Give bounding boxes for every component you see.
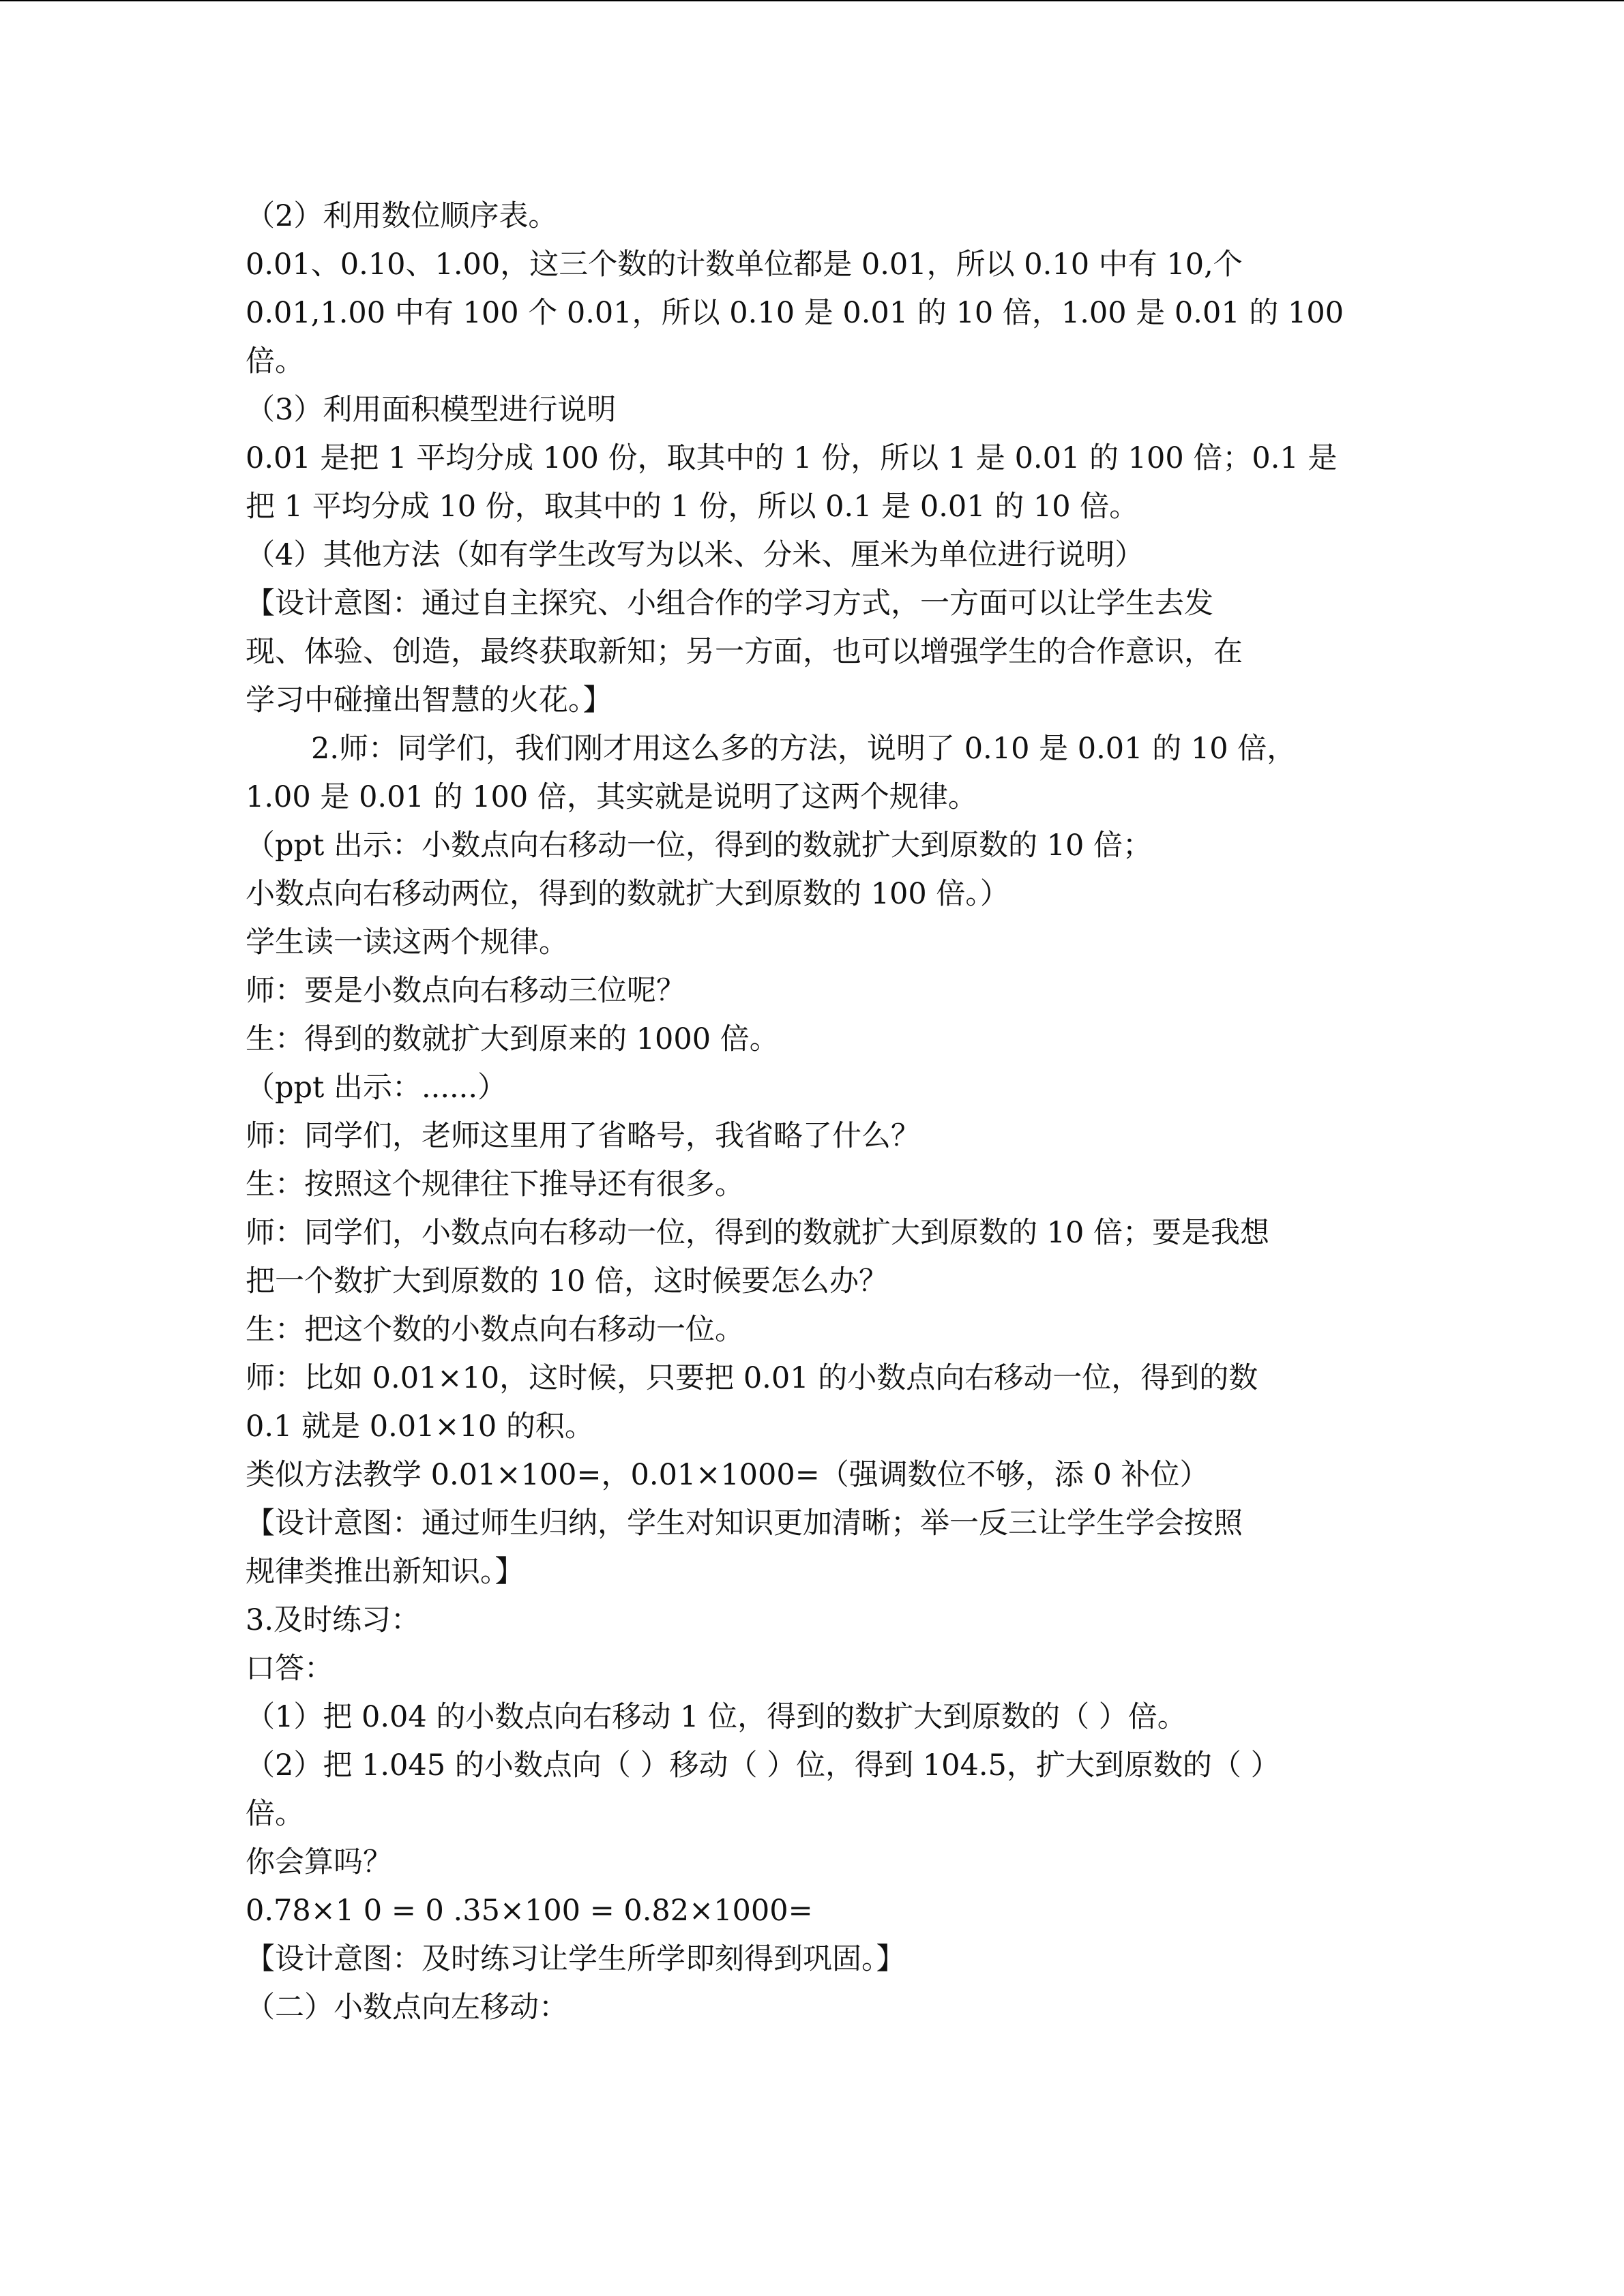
text-line: 师：同学们，小数点向右移动一位，得到的数就扩大到原数的 10 倍；要是我想 [246,1216,1270,1250]
text-line: 1.00 是 0.01 的 100 倍，其实就是说明了这两个规律。 [246,780,977,814]
text-line: 口答： [246,1652,334,1686]
design-intent-note: 学习中碰撞出智慧的火花。】 [246,683,612,717]
text-line: （ppt 出示：小数点向右移动一位，得到的数就扩大到原数的 10 倍； [246,829,1153,863]
text-line: （4）其他方法（如有学生改写为以米、分米、厘米为单位进行说明） [246,538,1145,572]
design-intent-note: 【设计意图：及时练习让学生所学即刻得到巩固。】 [246,1942,906,1976]
text-line: （3）利用面积模型进行说明 [246,393,617,427]
text-line: 类似方法教学 0.01×100=，0.01×1000=（强调数位不够，添 0 补位） [246,1458,1209,1492]
text-line: 师：比如 0.01×10，这时候，只要把 0.01 的小数点向右移动一位，得到的数 [246,1361,1258,1395]
text-line: 生：得到的数就扩大到原来的 1000 倍。 [246,1022,779,1056]
text-line: 小数点向右移动两位，得到的数就扩大到原数的 100 倍。） [246,877,1009,911]
document-body [246,192,1378,2032]
design-intent-note: 规律类推出新知识。】 [246,1555,525,1589]
text-line: 师：要是小数点向右移动三位呢？ [246,974,685,1008]
text-line: 0.01、0.10、1.00，这三个数的计数单位都是 0.01，所以 0.10 中有 10,个 [246,248,1243,282]
text-line: 生：按照这个规律往下推导还有很多。 [246,1167,744,1202]
text-line: 0.1 就是 0.01×10 的积。 [246,1410,594,1444]
text-line: 把一个数扩大到原数的 10 倍，这时候要怎么办？ [246,1264,889,1298]
text-line: 师：同学们，老师这里用了省略号，我省略了什么？ [246,1119,920,1153]
text-line: （2）利用数位顺序表。 [246,199,558,233]
design-intent-note: 现、体验、创造，最终获取新知；另一方面，也可以增强学生的合作意识，在 [246,635,1243,669]
design-intent-note: 【设计意图：通过自主探究、小组合作的学习方式，一方面可以让学生去发 [246,586,1213,621]
exercise-item: （1）把 0.04 的小数点向右移动 1 位，得到的数扩大到原数的（ ）倍。 [246,1700,1187,1734]
text-line: 0.01,1.00 中有 100 个 0.01，所以 0.10 是 0.01 的 10 倍，1.00 是 0.01 的 100 [246,296,1344,330]
text-line: 倍。 [246,344,304,378]
text-line: （ppt 出示：......） [246,1071,507,1105]
text-line: 你会算吗？ [246,1845,392,1879]
exercise-item: （2）把 1.045 的小数点向（ ）移动（ ）位，得到 104.5，扩大到原数的（ ） [246,1748,1280,1783]
design-intent-note: 【设计意图：通过师生归纳，学生对知识更加清晰；举一反三让学生学会按照 [246,1506,1243,1540]
exercise-equations: 0.78×1 0 = 0 .35×100 = 0.82×1000= [246,1894,813,1928]
text-line: 学生读一读这两个规律。 [246,925,568,959]
exercise-item: 倍。 [246,1797,304,1831]
section-heading: 3.及时练习： [246,1603,421,1637]
text-line: 把 1 平均分成 10 份，取其中的 1 份，所以 0.1 是 0.01 的 10 倍。 [246,490,1139,524]
section-heading: （二）小数点向左移动： [246,1991,568,2025]
section-heading: 2.师：同学们，我们刚才用这么多的方法，说明了 0.10 是 0.01 的 10 倍， [311,732,1297,766]
text-line: 生：把这个数的小数点向右移动一位。 [246,1313,744,1347]
text-line: 0.01 是把 1 平均分成 100 份，取其中的 1 份，所以 1 是 0.01 的 100 倍；0.1 是 [246,441,1338,475]
